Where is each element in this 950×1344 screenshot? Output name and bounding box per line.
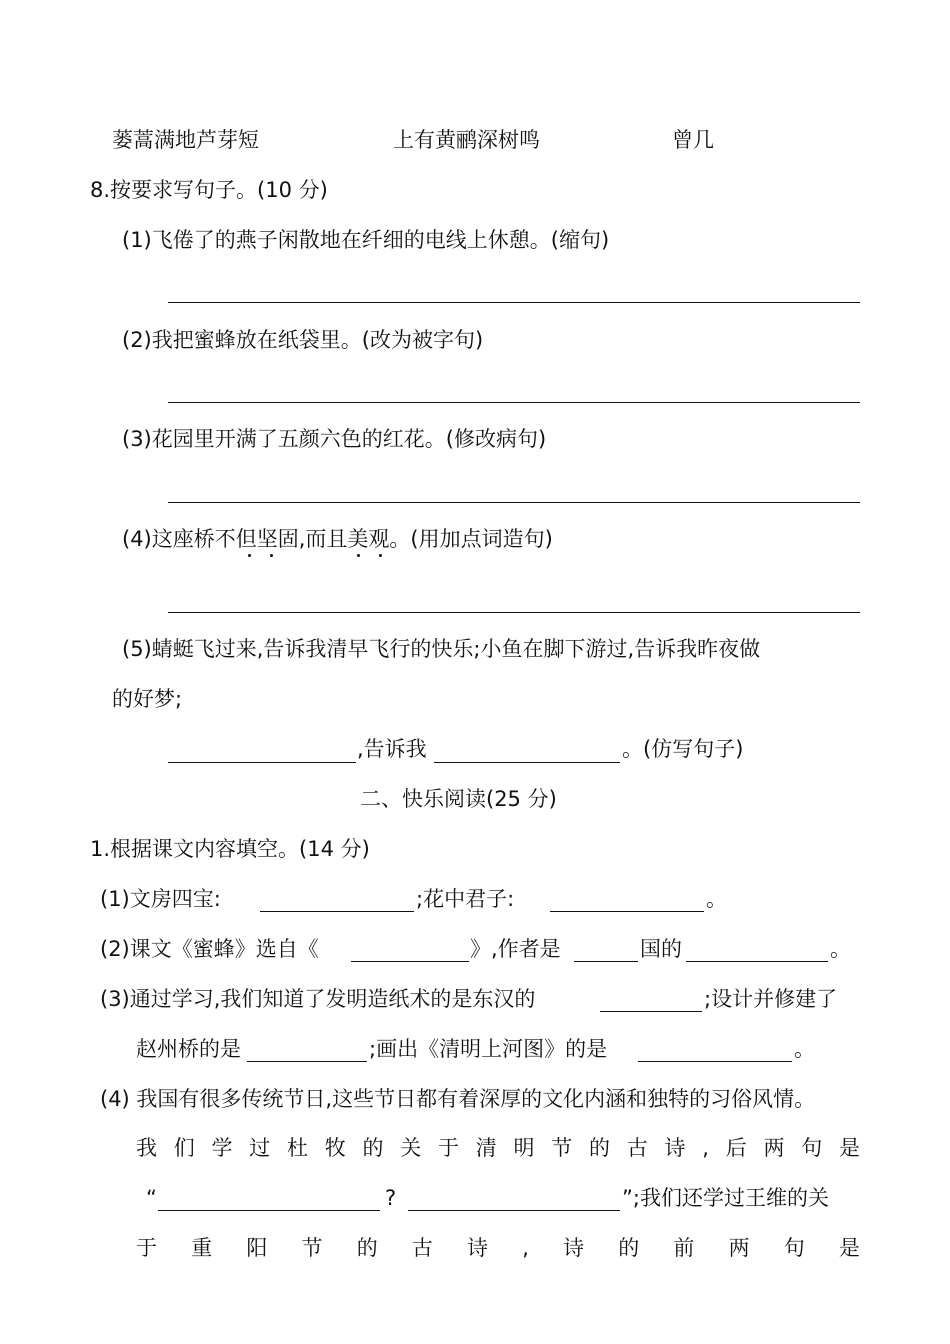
poem-line-3: 曾几 [672, 128, 714, 152]
char: 是 [838, 1136, 860, 1160]
answer-line-3[interactable] [168, 502, 860, 503]
char: 牧 [324, 1136, 346, 1160]
char: 前 [673, 1236, 695, 1260]
char: 两 [763, 1136, 785, 1160]
q8-sentence-4: (4)这座桥不但坚固,而且美观。(用加点词造句) [122, 527, 553, 551]
q8-sentence-1: (1)飞倦了的燕子闲散地在纤细的电线上休憩。(缩句) [122, 228, 610, 252]
blank-zhaozhou-bridge[interactable] [247, 1061, 367, 1062]
char: 明 [513, 1136, 535, 1160]
imitation-blank-1[interactable] [168, 762, 356, 763]
blank-poem-line-4[interactable] [408, 1210, 620, 1211]
char: 的 [362, 1136, 384, 1160]
r1-p4-line-2 [136, 1134, 860, 1162]
char: 学 [211, 1136, 233, 1160]
char: 关 [400, 1136, 422, 1160]
q8-sentence-3: (3)花园里开满了五颜六色的红花。(修改病句) [122, 427, 547, 451]
r1-p2-mid: 》,作者是 [470, 937, 561, 961]
r1-p3-end: 。 [794, 1037, 815, 1061]
r1-p4-line-4 [136, 1234, 860, 1262]
char: 诗 [664, 1136, 686, 1160]
char: 的 [356, 1236, 378, 1260]
char: 句 [783, 1236, 805, 1260]
emphasis-dot [357, 554, 360, 557]
r1-p2-end: 。 [830, 937, 851, 961]
char: 我 [136, 1136, 157, 1160]
blank-flower-gentlemen[interactable] [550, 911, 704, 912]
blank-painter[interactable] [638, 1061, 792, 1062]
q8-sentence-5-line-2: 的好梦; [112, 687, 183, 711]
char: 诗 [467, 1236, 489, 1260]
q8-sentence-2: (2)我把蜜蜂放在纸袋里。(改为被字句) [122, 328, 484, 352]
emphasis-dot [379, 554, 382, 557]
char: 们 [173, 1136, 195, 1160]
blank-papermaking[interactable] [600, 1011, 702, 1012]
r1-p3-line-2: 赵州桥的是 [136, 1037, 241, 1061]
char: 古 [626, 1136, 648, 1160]
char: 古 [411, 1236, 433, 1260]
q8-heading: 8.按要求写句子。(10 分) [90, 178, 328, 202]
poem-line-1: 蒌蒿满地芦芽短 [112, 128, 259, 152]
char: 于 [136, 1236, 157, 1260]
char: 是 [838, 1236, 860, 1260]
r1-p1-label: (1)文房四宝: [100, 887, 221, 911]
r1-heading: 1.根据课文内容填空。(14 分) [90, 837, 370, 861]
imitation-connector: ,告诉我 [357, 737, 427, 761]
open-quote: “ [146, 1186, 157, 1210]
char: 过 [249, 1136, 271, 1160]
char: 的 [618, 1236, 640, 1260]
emphasis-dot [248, 554, 251, 557]
r1-p1-mid: ;花中君子: [416, 887, 515, 911]
poem-line-2: 上有黄鹂深树鸣 [393, 128, 540, 152]
blank-source-book[interactable] [351, 961, 469, 962]
r1-p3-mid: ;设计并修建了 [704, 987, 838, 1011]
char: 诗 [563, 1236, 585, 1260]
imitation-blank-2[interactable] [434, 762, 620, 763]
blank-author[interactable] [686, 961, 828, 962]
r1-p2-country-suffix: 国的 [640, 937, 682, 961]
r1-p1-end: 。 [706, 887, 727, 911]
char: 句 [801, 1136, 823, 1160]
imitation-suffix: 。(仿写句子) [622, 737, 744, 761]
r1-p3-text: (3)通过学习,我们知道了发明造纸术的是东汉的 [100, 987, 536, 1011]
char: 节 [551, 1136, 573, 1160]
r1-p2-label: (2)课文《蜜蜂》选自《 [100, 937, 319, 961]
answer-line-2[interactable] [168, 402, 860, 403]
char: 后 [725, 1136, 747, 1160]
char: 于 [438, 1136, 459, 1160]
blank-poem-line-3[interactable] [158, 1210, 380, 1211]
char: 杜 [287, 1136, 308, 1160]
char: , [522, 1236, 529, 1260]
char: 清 [475, 1136, 497, 1160]
blank-country[interactable] [574, 961, 638, 962]
r1-p3-painting: ;画出《清明上河图》的是 [369, 1037, 608, 1061]
answer-line-4[interactable] [168, 612, 860, 613]
char: 节 [301, 1236, 323, 1260]
r1-p4-line-1: (4) 我国有很多传统节日,这些节日都有着深厚的文化内涵和独特的习俗风情。 [100, 1087, 816, 1111]
answer-line-1[interactable] [168, 302, 860, 303]
section-title: 二、快乐阅读(25 分) [360, 787, 557, 811]
char: 重 [191, 1236, 213, 1260]
char: , [702, 1136, 709, 1160]
r1-p4-line-3-end: ”;我们还学过王维的关 [622, 1186, 829, 1210]
blank-four-treasures[interactable] [260, 911, 414, 912]
char: 的 [589, 1136, 610, 1160]
char: 两 [728, 1236, 750, 1260]
question-mark: ? [385, 1186, 397, 1210]
char: 阳 [246, 1236, 268, 1260]
q8-sentence-5-line-1: (5)蜻蜓飞过来,告诉我清早飞行的快乐;小鱼在脚下游过,告诉我昨夜做 [122, 637, 761, 661]
emphasis-dot [270, 554, 273, 557]
